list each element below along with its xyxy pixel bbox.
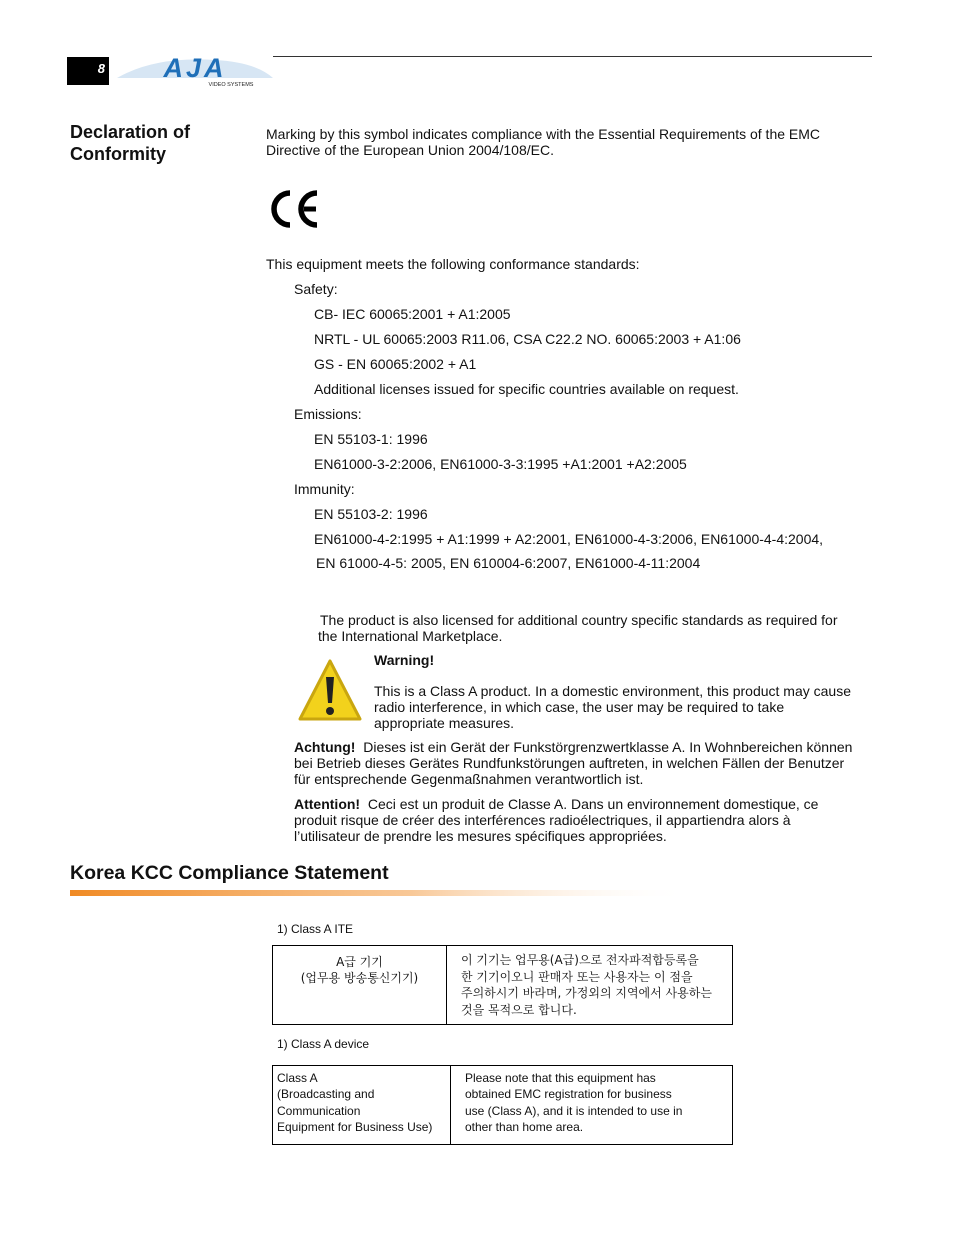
table2-right-line: use (Class A), and it is intended to use in: [465, 1103, 683, 1118]
immunity-label: Immunity:: [294, 481, 355, 497]
emissions-item: EN 55103-1: 1996: [314, 431, 428, 447]
table2-left-cell: [273, 1066, 451, 1145]
warning-line3: appropriate measures.: [374, 715, 515, 731]
emissions-label: Emissions:: [294, 406, 362, 422]
logo-subtext: VIDEO SYSTEMS: [208, 82, 254, 88]
achtung-line2: bei Betrieb dieses Gerätes Rundfunkstörungen auftreten, in welchen Fällen der Benutzer: [294, 755, 845, 771]
table1-left-line: A급 기기: [336, 955, 383, 969]
warning-line2: radio interference, in which case, the user may be required to take: [374, 699, 785, 715]
achtung-line3: für entsprechende Gegenmaßnahmen verantwortlich ist.: [294, 771, 644, 787]
emissions-item: EN61000-3-2:2006, EN61000-3-3:1995 +A1:2001 +A2:2005: [314, 456, 687, 472]
warning-line1: This is a Class A product. In a domestic environment, this product may cause: [374, 683, 851, 699]
warning-icon: [297, 657, 363, 725]
side-heading: [70, 121, 190, 165]
safety-item: NRTL - UL 60065:2003 R11.06, CSA C22.2 NO. 60065:2003 + A1:06: [314, 331, 741, 347]
table1-right-line: 한 기기이오니 판매자 또는 사용자는 이 점을: [461, 969, 693, 984]
licensed-line1: The product is also licensed for additional country specific standards as required for: [320, 612, 838, 628]
section-rule: [70, 889, 690, 897]
kcc-table-korean: [272, 945, 733, 1025]
table2-left-line: (Broadcasting and: [277, 1087, 375, 1102]
attention-paragraph: [294, 796, 818, 844]
table2-right-cell: [451, 1066, 733, 1145]
table2-left-line: Equipment for Business Use): [277, 1120, 433, 1135]
attention-line3: l’utilisateur de prendre les mesures spécifiques appropriées.: [294, 828, 667, 844]
safety-item: GS - EN 60065:2002 + A1: [314, 356, 477, 372]
side-heading-line1: Declaration of: [70, 122, 191, 142]
header-rule: [273, 56, 872, 57]
safety-item: Additional licenses issued for specific countries available on request.: [314, 381, 739, 397]
licensed-paragraph: [318, 612, 838, 644]
intro-line2: Directive of the European Union 2004/108/EC.: [266, 142, 554, 158]
safety-item: CB- IEC 60065:2001 + A1:2005: [314, 306, 511, 322]
page-number: 8: [67, 57, 109, 85]
table1-caption: 1) Class A ITE: [277, 922, 354, 936]
ce-mark-icon: [268, 187, 324, 231]
kcc-table-english: [272, 1065, 733, 1145]
korea-heading: Korea KCC Compliance Statement: [70, 862, 389, 884]
table1-right-line: 것을 목적으로 합니다.: [461, 1002, 577, 1017]
attention-line2: produit risque de créer des interférences radioélectriques, il appartiendra alors à: [294, 812, 791, 828]
aja-logo: [115, 52, 275, 88]
licensed-line2: the International Marketplace.: [318, 628, 503, 644]
intro-paragraph: [266, 126, 820, 158]
table2-left-line: Class A: [277, 1071, 318, 1085]
table2-right-line: other than home area.: [465, 1120, 584, 1135]
immunity-item: EN 55103-2: 1996: [314, 506, 428, 522]
achtung-line1: Dieses ist ein Gerät der Funkstörgrenzwertklasse A. In Wohnbereichen können: [363, 739, 853, 755]
achtung-label: Achtung!: [294, 739, 356, 755]
table1-right-line: 이 기기는 업무용(A급)으로 전자파적합등록을: [461, 953, 699, 967]
table2-right-line: Please note that this equipment has: [465, 1071, 656, 1085]
table1-left-cell: [273, 946, 447, 1025]
table1-right-cell: [447, 946, 733, 1025]
immunity-item: EN 61000-4-5: 2005, EN 610004-6:2007, EN61000-4-11:2004: [316, 555, 701, 571]
table2-caption: 1) Class A device: [277, 1037, 370, 1051]
achtung-paragraph: [294, 739, 852, 787]
warning-body: [374, 683, 851, 731]
safety-label: Safety:: [294, 281, 338, 297]
intro-line1: Marking by this symbol indicates compliance with the Essential Requirements of the EMC: [266, 126, 821, 142]
table1-right-line: 주의하시기 바라며, 가정외의 지역에서 사용하는: [461, 986, 712, 1000]
table2-right-line: obtained EMC registration for business: [465, 1087, 672, 1102]
immunity-item: EN61000-4-2:1995 + A1:1999 + A2:2001, EN61000-4-3:2006, EN61000-4-4:2004,: [314, 531, 824, 547]
table1-left-line: (업무용 방송통신기기): [300, 971, 419, 986]
attention-label: Attention!: [294, 796, 361, 812]
standards-lead: This equipment meets the following conformance standards:: [266, 256, 640, 272]
table2-left-line: Communication: [277, 1103, 361, 1118]
side-heading-line2: Conformity: [70, 144, 166, 164]
logo-text: AJA: [163, 53, 227, 83]
warning-title: Warning!: [374, 652, 435, 668]
attention-line1: Ceci est un produit de Classe A. Dans un environnement domestique, ce: [367, 796, 819, 812]
